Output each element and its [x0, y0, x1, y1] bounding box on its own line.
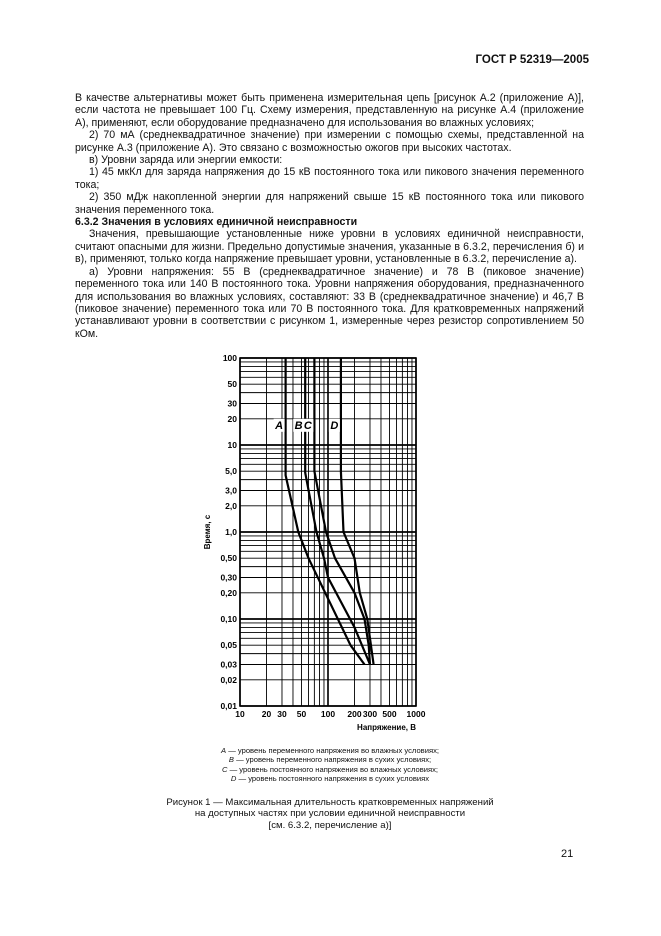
x-axis-label: Напряжение, В — [357, 723, 416, 732]
y-tick-label: 2,0 — [225, 500, 237, 511]
y-tick-label: 0,05 — [220, 640, 237, 651]
paragraph: в) Уровни заряда или энергии емкости: — [89, 154, 283, 167]
y-tick-label: 100 — [222, 353, 237, 363]
series-label-b: B — [294, 419, 303, 432]
x-tick-label: 10 — [235, 709, 245, 719]
y-tick-label: 20 — [227, 413, 237, 424]
paragraph: а) Уровни напряжения: 55 В (среднеквадратичное значение) и 78 В (пиковое значение) переменного тока или 140 В постоянного тока. Уровни напряжения оборудования, предназначенного для использования во влажных условиях, составляют: 33 В (среднеквадратичное значение) и 46,7 В (пиковое значение) переменного тока или 70 В постоянного тока. Для кратковременных напряжений устанавливают уровни в соответствии с рисунком 1, измеренные через резистор сопротивлением 50 кОм. — [75, 265, 584, 340]
x-tick-label: 100 — [320, 709, 336, 719]
y-tick-label: 50 — [227, 379, 237, 390]
figure-legend — [150, 746, 510, 784]
y-tick-label: 0,02 — [220, 674, 237, 685]
x-tick-label: 200 — [347, 709, 362, 719]
y-tick-label: 10 — [227, 440, 237, 450]
section-heading: 6.3.2 Значения в условиях единичной неисправности — [75, 216, 358, 229]
legend-letter: A — [221, 746, 227, 755]
legend-letter: D — [230, 774, 237, 784]
caption-line: Рисунок 1 — Максимальная длительность кратковременных напряжений — [166, 797, 494, 808]
paragraph: В качестве альтернативы может быть применена измерительная цепь [рисунок А.2 (приложение А)], если частота не превышает 100 Гц. Схему измерения, представленную на рисунке А.4 (приложение А), применяют, если оборудование предназначено для использования во влажных условиях; — [75, 92, 584, 129]
caption-line: на доступных частях при условии единичной неисправности — [194, 808, 466, 820]
y-tick-label: 3,0 — [225, 485, 237, 496]
paragraph: Значения, превышающие установленные ниже уровни в условиях единичной неисправности, считают опасными для жизни. Предельно допустимые значения, указанные в 6.3.2, перечисления б) и в), применяют, только когда напряжение превышает уровни, установленные в 6.3.2, перечисление а). — [75, 228, 584, 266]
y-tick-label: 0,30 — [220, 572, 237, 583]
y-tick-label: 30 — [227, 398, 237, 409]
series-label-a: A — [275, 419, 284, 432]
body-text — [75, 92, 584, 340]
paragraph: 2) 350 мДж накопленной энергии для напряжений свыше 15 кВ постоянного тока или пикового значения переменного тока. — [75, 191, 584, 216]
y-tick-label: 0,01 — [220, 701, 237, 711]
x-tick-label: 30 — [277, 709, 287, 719]
legend-entry — [150, 765, 510, 774]
chart-svg — [200, 348, 440, 743]
x-tick-label: 300 — [362, 709, 378, 719]
x-tick-label: 500 — [382, 709, 397, 719]
x-tick-label: 1000 — [406, 709, 426, 719]
y-tick-label: 0,03 — [220, 659, 237, 670]
x-tick-label: 50 — [296, 709, 307, 719]
legend-text: — уровень переменного напряжения во влажных условиях; — [226, 746, 439, 755]
figure-chart — [200, 348, 440, 743]
paragraph: 2) 70 мА (среднеквадратичное значение) при измерении с помощью схемы, представленной на рисунке А.3 (приложение А). Это связано с возможностью ожогов при высоких частотах. — [75, 129, 584, 154]
legend-text: — уровень постоянного напряжения в сухих условиях — [236, 774, 430, 784]
y-tick-label: 0,20 — [220, 587, 237, 598]
legend-entry — [150, 755, 510, 764]
document-code: ГОСТ Р 52319—2005 — [475, 54, 589, 66]
y-tick-label: 1,0 — [225, 527, 237, 537]
y-axis-label: Время, с — [203, 514, 212, 550]
series-label-d: D — [330, 419, 339, 432]
y-tick-label: 0,50 — [220, 553, 237, 564]
legend-text: — уровень постоянного напряжения во влажных условиях; — [227, 764, 438, 774]
legend-letter: C — [221, 764, 228, 774]
y-tick-label: 0,10 — [220, 614, 237, 624]
legend-entry — [150, 774, 510, 783]
series-label-c: C — [303, 419, 312, 432]
figure-caption — [120, 797, 540, 831]
legend-entry — [150, 746, 510, 755]
legend-text: — уровень переменного напряжения в сухих условиях; — [233, 755, 432, 765]
legend-letter: B — [228, 755, 234, 765]
paragraph: 1) 45 мкКл для заряда напряжения до 15 кВ постоянного тока или пикового значения переменного тока; — [75, 166, 584, 191]
y-tick-label: 5,0 — [225, 466, 237, 477]
x-tick-label: 20 — [261, 709, 272, 719]
caption-line: [см. 6.3.2, перечисление а)] — [268, 819, 392, 831]
page-number: 21 — [561, 848, 574, 860]
